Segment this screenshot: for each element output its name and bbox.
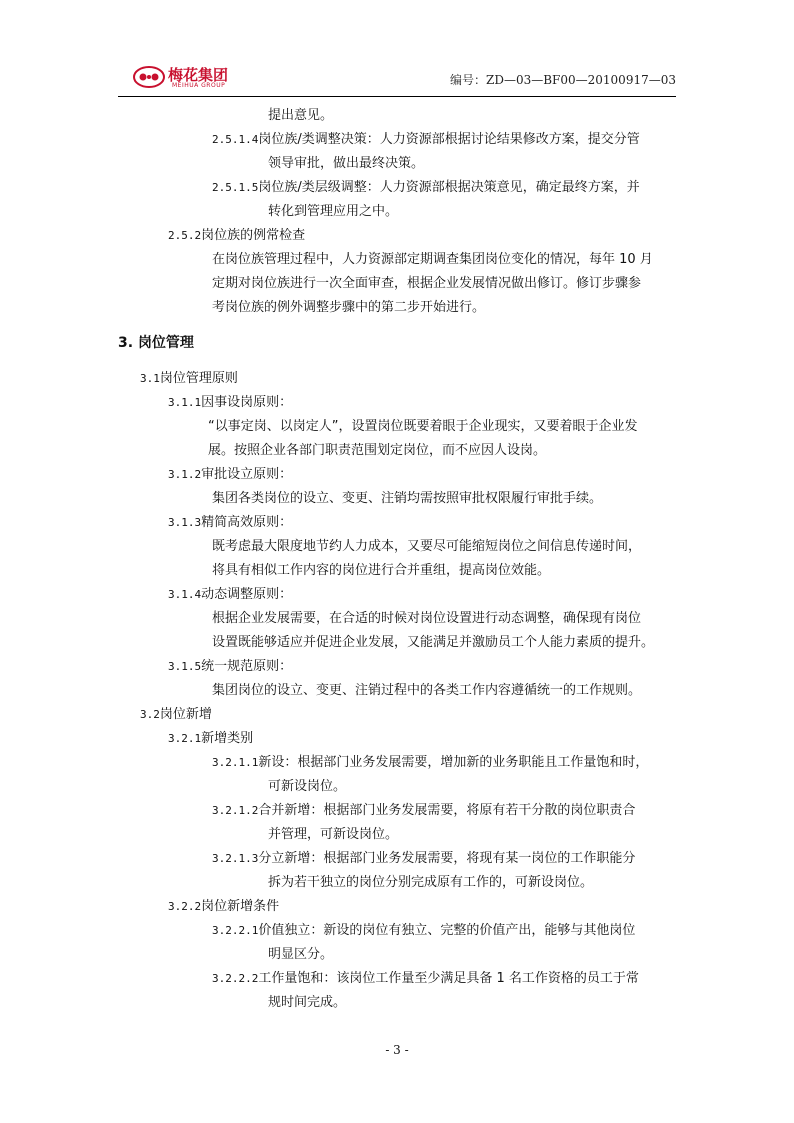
text-line — [212, 751, 648, 775]
line-text: 转化到管理应用之中。 — [268, 204, 399, 219]
text-line — [268, 871, 593, 895]
text-line — [212, 296, 485, 320]
text-line — [212, 128, 640, 152]
line-text: 展。按照企业各部门职责范围划定岗位，而不应因人设岗。 — [208, 443, 547, 458]
text-line — [208, 439, 546, 463]
section-number: 2.5.2 — [168, 229, 202, 242]
page-header — [118, 60, 676, 96]
line-text: 工作量饱和：该岗位工作量至少满足具备 1 名工作资格的员工于常 — [258, 971, 639, 986]
section-number: 3.2.1.1 — [212, 756, 259, 769]
line-text: 拆为若干独立的岗位分别完成原有工作的，可新设岗位。 — [268, 875, 594, 890]
section-number: 3.2.2.1 — [212, 924, 259, 937]
text-line — [212, 967, 639, 991]
text-line — [212, 248, 653, 272]
line-text: 并管理，可新设岗位。 — [268, 827, 399, 842]
line-text: 提出意见。 — [268, 108, 334, 123]
plum-blossom-logo-icon — [132, 64, 166, 90]
line-text: 设置既能够适应并促进企业发展，又能满足并激励员工个人能力素质的提升。 — [212, 635, 655, 650]
text-line — [168, 583, 292, 607]
line-text: 领导审批，做出最终决策。 — [268, 156, 425, 171]
line-text: 因事设岗原则： — [201, 395, 293, 410]
text-line — [268, 775, 346, 799]
section-number: 3.2.1.2 — [212, 804, 259, 817]
line-text: 根据企业发展需要，在合适的时候对岗位设置进行动态调整，确保现有岗位 — [212, 611, 642, 626]
text-line — [168, 895, 279, 919]
text-line — [168, 224, 305, 248]
text-line — [212, 847, 635, 871]
text-line — [212, 607, 641, 631]
company-logo — [132, 64, 232, 90]
line-text: 岗位新增条件 — [201, 899, 280, 914]
section-heading — [118, 331, 194, 355]
section-number: 3.2 — [140, 708, 160, 721]
page-number: - 3 - — [385, 1043, 409, 1057]
line-text: 合并新增：根据部门业务发展需要，将原有若干分散的岗位职责合 — [258, 803, 636, 818]
text-line — [168, 463, 292, 487]
text-line — [268, 943, 333, 967]
text-line — [212, 799, 635, 823]
text-line — [268, 823, 398, 847]
line-text: 审批设立原则： — [201, 467, 293, 482]
line-text: 既考虑最大限度地节约人力成本，又要尽可能缩短岗位之间信息传递时间， — [212, 539, 642, 554]
line-text: 考岗位族的例外调整步骤中的第二步开始进行。 — [212, 300, 486, 315]
line-text: 岗位管理原则 — [159, 371, 238, 386]
section-number: 3.1.4 — [168, 588, 202, 601]
text-line — [268, 200, 398, 224]
line-text: 集团各类岗位的设立、变更、注销均需按照审批权限履行审批手续。 — [212, 491, 603, 506]
text-line — [212, 631, 654, 655]
line-text: 明显区分。 — [268, 947, 334, 962]
line-text: 定期对岗位族进行一次全面审查，根据企业发展情况做出修订。修订步骤参 — [212, 276, 642, 291]
text-line — [212, 272, 641, 296]
line-text: 将具有相似工作内容的岗位进行合并重组，提高岗位效能。 — [212, 563, 551, 578]
section-number: 3.1.5 — [168, 660, 202, 673]
line-text: 统一规范原则： — [201, 659, 293, 674]
text-line — [268, 104, 333, 128]
section-number: 2.5.1.4 — [212, 133, 259, 146]
section-number: 3. — [118, 335, 134, 351]
line-text: 岗位新增 — [159, 707, 212, 722]
text-line — [268, 152, 424, 176]
section-number: 3.1.3 — [168, 516, 202, 529]
text-line — [168, 511, 292, 535]
line-text: “以事定岗、以岗定人”，设置岗位既要着眼于企业现实，又要着眼于企业发 — [208, 419, 638, 434]
section-number: 3.2.2.2 — [212, 972, 259, 985]
text-line — [140, 367, 238, 391]
header-rule — [118, 96, 676, 97]
text-line — [212, 487, 602, 511]
text-line — [212, 919, 635, 943]
section-number: 3.1.2 — [168, 468, 202, 481]
section-number: 3.1.1 — [168, 396, 202, 409]
text-line — [212, 679, 641, 703]
logo-chinese-text: 梅花集团 — [168, 66, 229, 84]
line-text: 可新设岗位。 — [268, 779, 347, 794]
line-text: 岗位族/类调整决策：人力资源部根据讨论结果修改方案，提交分管 — [258, 132, 640, 147]
logo-english-text: MEIHUA GROUP — [172, 82, 226, 89]
line-text: 岗位族/类层级调整：人力资源部根据决策意见，确定最终方案，并 — [258, 180, 640, 195]
section-number: 3.2.2 — [168, 900, 202, 913]
text-line — [268, 991, 346, 1015]
line-text: 价值独立：新设的岗位有独立、完整的价值产出，能够与其他岗位 — [258, 923, 636, 938]
text-line — [168, 391, 292, 415]
text-line — [212, 535, 641, 559]
document-number: 编号：ZD—03—BF00—20100917—03 — [450, 73, 676, 87]
text-line — [140, 703, 212, 727]
line-text: 新设：根据部门业务发展需要，增加新的业务职能且工作量饱和时， — [258, 755, 649, 770]
text-line — [212, 559, 550, 583]
line-text: 岗位族的例常检查 — [201, 228, 306, 243]
line-text: 在岗位族管理过程中，人力资源部定期调查集团岗位变化的情况，每年 10 月 — [212, 252, 653, 267]
text-line — [208, 415, 637, 439]
section-number: 3.1 — [140, 372, 160, 385]
section-number: 2.5.1.5 — [212, 181, 259, 194]
text-line — [168, 655, 292, 679]
line-text: 规时间完成。 — [268, 995, 347, 1010]
text-line — [212, 176, 640, 200]
text-line — [168, 727, 253, 751]
line-text: 动态调整原则： — [201, 587, 293, 602]
line-text: 岗位管理 — [137, 335, 194, 351]
line-text: 新增类别 — [201, 731, 254, 746]
line-text: 分立新增：根据部门业务发展需要，将现有某一岗位的工作职能分 — [258, 851, 636, 866]
line-text: 集团岗位的设立、变更、注销过程中的各类工作内容遵循统一的工作规则。 — [212, 683, 642, 698]
section-number: 3.2.1.3 — [212, 852, 259, 865]
line-text: 精简高效原则： — [201, 515, 293, 530]
section-number: 3.2.1 — [168, 732, 202, 745]
